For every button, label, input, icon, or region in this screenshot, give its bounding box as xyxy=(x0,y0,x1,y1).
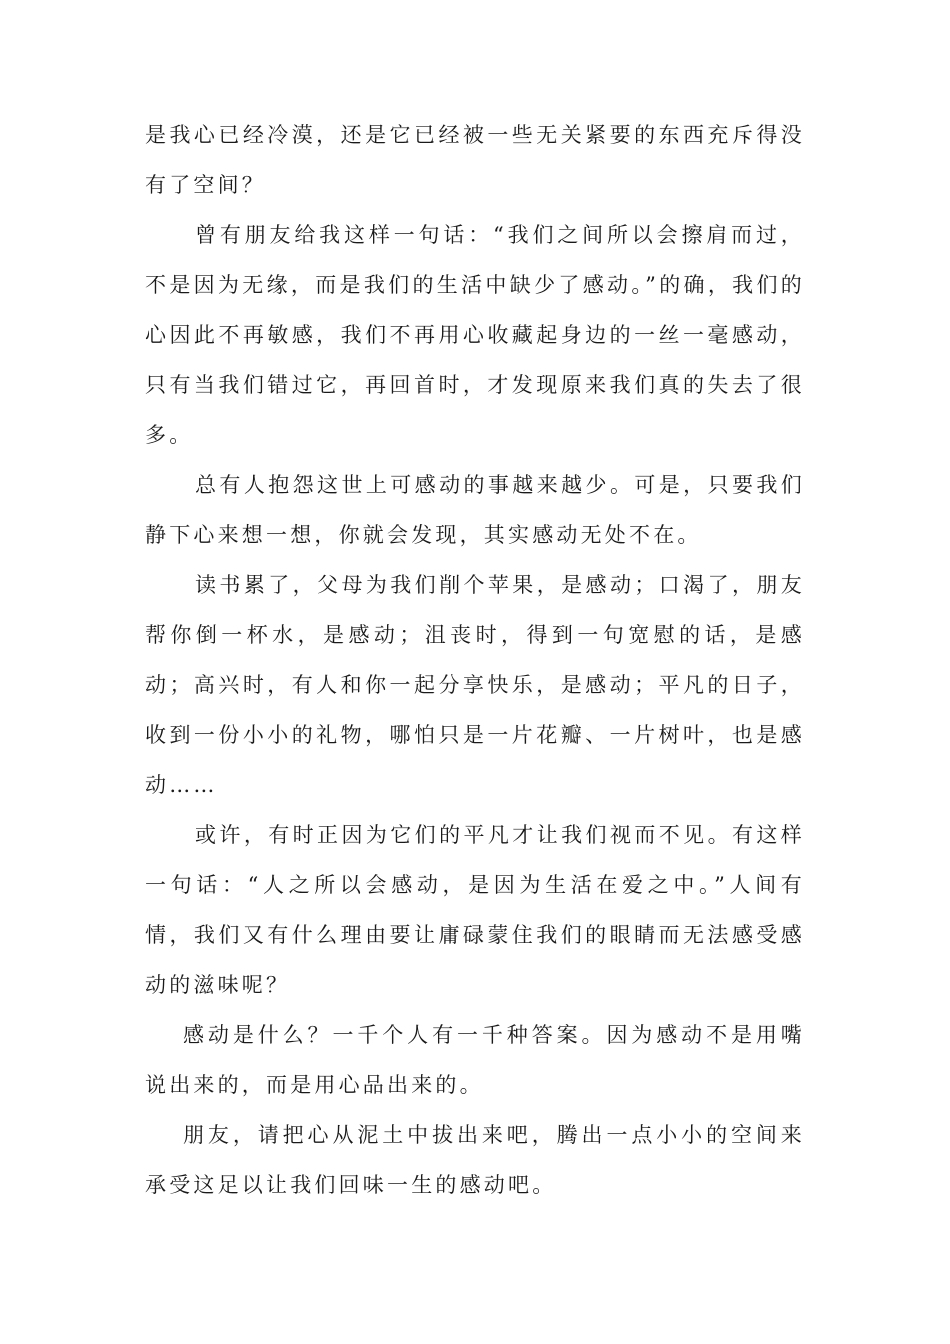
paragraph-3: 总有人抱怨这世上可感动的事越来越少。可是，只要我们静下心来想一想，你就会发现，其实感动无处不在。 xyxy=(145,473,805,547)
paragraph-2: 曾有朋友给我这样一句话：“我们之间所以会擦肩而过，不是因为无缘，而是我们的生活中缺少了感动。”的确，我们的心因此不再敏感，我们不再用心收藏起身边的一丝一毫感动，只有当我们错过它，再回首时，才发现原来我们真的失去了很多。 xyxy=(145,223,805,447)
paragraph-7: 朋友，请把心从泥土中拔出来吧，腾出一点小小的空间来承受这足以让我们回味一生的感动吧。 xyxy=(145,1123,805,1197)
paragraph-5: 或许，有时正因为它们的平凡才让我们视而不见。有这样一句话：“人之所以会感动，是因为生活在爱之中。”人间有情，我们又有什么理由要让庸碌蒙住我们的眼睛而无法感受感动的滋味呢？ xyxy=(145,823,805,997)
paragraph-6: 感动是什么？一千个人有一千种答案。因为感动不是用嘴说出来的，而是用心品出来的。 xyxy=(145,1023,805,1097)
paragraph-1: 是我心已经冷漠，还是它已经被一些无关紧要的东西充斥得没有了空间？ xyxy=(145,123,805,197)
paragraph-4: 读书累了，父母为我们削个苹果，是感动；口渴了，朋友帮你倒一杯水，是感动；沮丧时，得到一句宽慰的话，是感动；高兴时，有人和你一起分享快乐，是感动；平凡的日子，收到一份小小的礼物，哪怕只是一片花瓣、一片树叶，也是感动…… xyxy=(145,573,805,797)
document-body xyxy=(145,110,805,1210)
